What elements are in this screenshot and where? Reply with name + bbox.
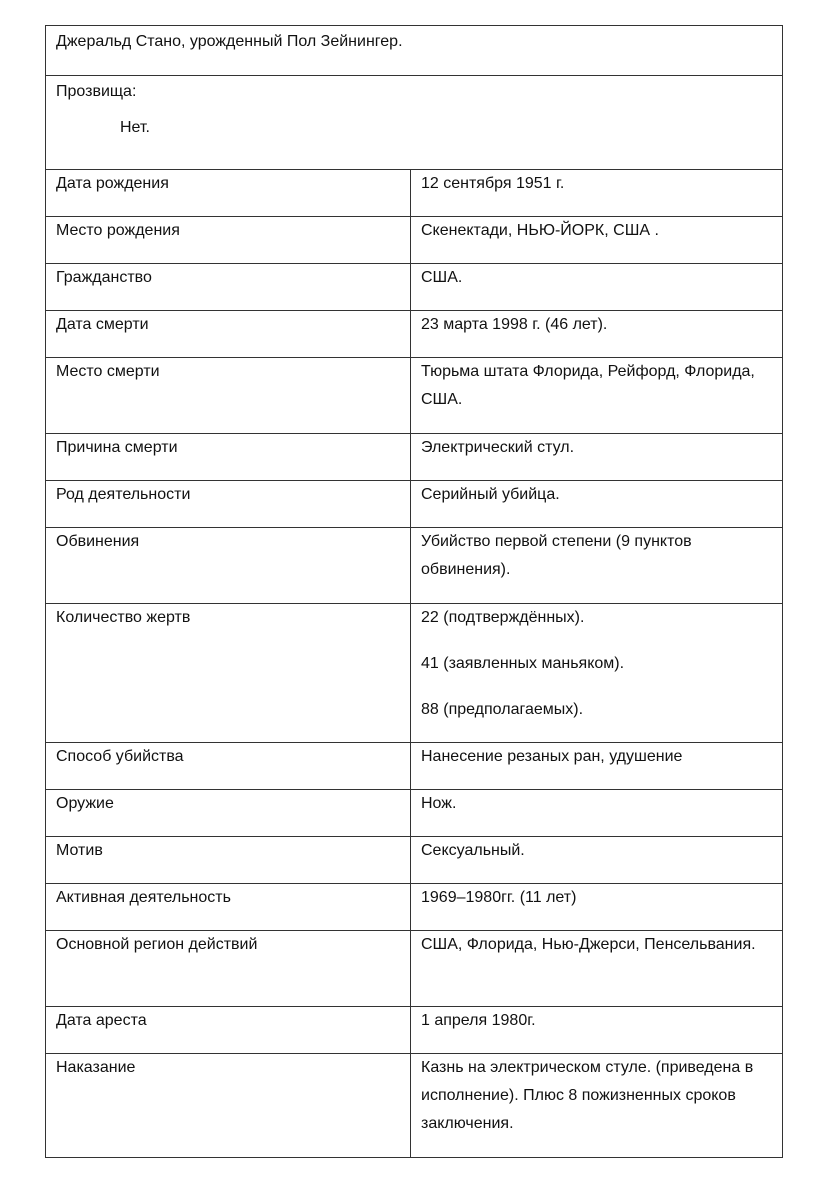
table-row (46, 790, 783, 837)
table-row (46, 481, 783, 528)
table-row (46, 217, 783, 264)
row-label: Дата рождения (46, 170, 411, 217)
table-row (46, 434, 783, 481)
victims-confirmed: 22 (подтверждённых). (421, 609, 585, 626)
row-label: Мотив (46, 837, 411, 884)
row-value: Тюрьма штата Флорида, Рейфорд, Флорида, США. (411, 358, 783, 434)
table-row (46, 264, 783, 311)
row-label: Основной регион действий (46, 931, 411, 1007)
nicknames-cell (46, 76, 783, 170)
row-value: Сексуальный. (411, 837, 783, 884)
nicknames-value: Нет. (120, 119, 150, 136)
table-row (46, 358, 783, 434)
nicknames-row (46, 76, 783, 170)
row-value: Нож. (411, 790, 783, 837)
row-label: Оружие (46, 790, 411, 837)
row-value: Нанесение резаных ран, удушение (411, 743, 783, 790)
row-value: США. (411, 264, 783, 311)
row-label: Гражданство (46, 264, 411, 311)
profile-table (45, 25, 783, 1158)
name-row (46, 26, 783, 76)
row-label: Активная деятельность (46, 884, 411, 931)
table-row (46, 528, 783, 604)
row-value: Казнь на электрическом стуле. (приведена в исполнение). Плюс 8 пожизненных сроков заключения. (411, 1054, 783, 1158)
table-row (46, 311, 783, 358)
row-label: Причина смерти (46, 434, 411, 481)
row-label: Наказание (46, 1054, 411, 1158)
row-value: 23 марта 1998 г. (46 лет). (411, 311, 783, 358)
full-name-cell (46, 26, 783, 76)
row-value: Электрический стул. (411, 434, 783, 481)
full-name-text: Джеральд Стано, урожденный Пол Зейнингер. (56, 33, 403, 50)
row-value: США, Флорида, Нью-Джерси, Пенсельвания. (411, 931, 783, 1007)
row-label: Дата смерти (46, 311, 411, 358)
table-row (46, 743, 783, 790)
nicknames-label: Прозвища: (56, 83, 137, 100)
row-value: 1969–1980гг. (11 лет) (411, 884, 783, 931)
table-row (46, 1007, 783, 1054)
row-label: Род деятельности (46, 481, 411, 528)
table-row (46, 931, 783, 1007)
table-row (46, 1054, 783, 1158)
table-row (46, 884, 783, 931)
table-row (46, 604, 783, 743)
victims-suspected: 88 (предполагаемых). (421, 701, 584, 718)
row-label: Место рождения (46, 217, 411, 264)
row-label: Место смерти (46, 358, 411, 434)
row-value: Убийство первой степени (9 пунктов обвинения). (411, 528, 783, 604)
row-label: Количество жертв (46, 604, 411, 743)
victims-claimed: 41 (заявленных маньяком). (421, 655, 625, 672)
row-label: Способ убийства (46, 743, 411, 790)
row-label: Обвинения (46, 528, 411, 604)
row-value: 12 сентября 1951 г. (411, 170, 783, 217)
document-page (45, 25, 782, 1158)
table-row (46, 837, 783, 884)
row-value: Серийный убийца. (411, 481, 783, 528)
table-row (46, 170, 783, 217)
row-value: Скенектади, НЬЮ-ЙОРК, США . (411, 217, 783, 264)
row-value-list (411, 604, 783, 743)
row-label: Дата ареста (46, 1007, 411, 1054)
row-value: 1 апреля 1980г. (411, 1007, 783, 1054)
